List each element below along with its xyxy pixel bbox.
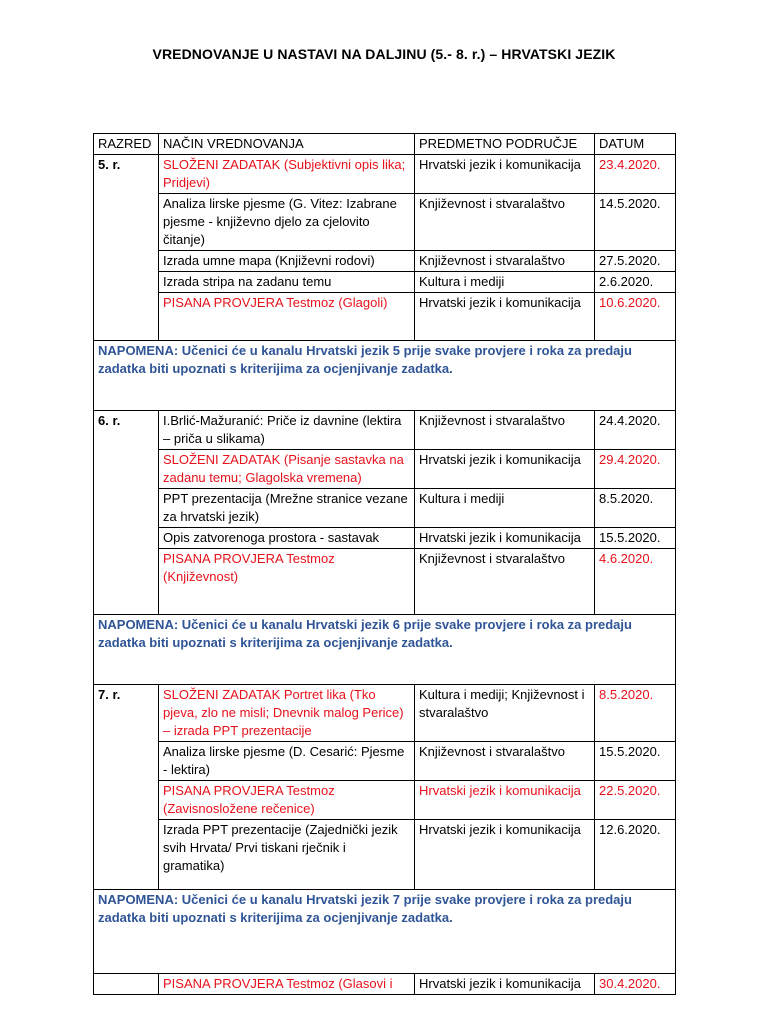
area-cell: Kultura i mediji — [415, 272, 595, 293]
note-cell — [94, 890, 676, 974]
date-cell: 15.5.2020. — [595, 528, 676, 549]
table-row — [94, 528, 676, 549]
table-row — [94, 820, 676, 890]
date-cell: 15.5.2020. — [595, 742, 676, 781]
note-row — [94, 890, 676, 974]
table-row — [94, 974, 676, 995]
method-cell: Opis zatvorenoga prostora - sastavak — [159, 528, 415, 549]
table-row — [94, 781, 676, 820]
method-cell: Analiza lirske pjesme (G. Vitez: Izabrane pjesme - književno djelo za cjelovito čitanje) — [159, 194, 415, 251]
area-cell: Kultura i mediji — [415, 489, 595, 528]
area-cell: Hrvatski jezik i komunikacija — [415, 528, 595, 549]
date-cell: 22.5.2020. — [595, 781, 676, 820]
note-cell — [94, 341, 676, 411]
method-cell: Analiza lirske pjesme (D. Cesarić: Pjesme - lektira) — [159, 742, 415, 781]
table-row — [94, 293, 676, 341]
method-cell: PISANA PROVJERA Testmoz (Zavisnosložene rečenice) — [159, 781, 415, 820]
table-row — [94, 549, 676, 615]
date-cell: 12.6.2020. — [595, 820, 676, 890]
method-cell: SLOŽENI ZADATAK (Pisanje sastavka na zadanu temu; Glagolska vremena) — [159, 450, 415, 489]
header-nacin: NAČIN VREDNOVANJA — [159, 134, 415, 155]
note-cell — [94, 615, 676, 685]
date-cell: 23.4.2020. — [595, 155, 676, 194]
method-cell: Izrada stripa na zadanu temu — [159, 272, 415, 293]
date-cell: 27.5.2020. — [595, 251, 676, 272]
area-cell: Kultura i mediji; Književnost i stvaralaštvo — [415, 685, 595, 742]
razred-cell: 7. r. — [94, 685, 159, 890]
table-row — [94, 742, 676, 781]
table-row — [94, 272, 676, 293]
area-cell: Hrvatski jezik i komunikacija — [415, 450, 595, 489]
method-cell: I.Brlić-Mažuranić: Priče iz davnine (lektira – priča u slikama) — [159, 411, 415, 450]
header-row — [94, 134, 676, 155]
table-row — [94, 489, 676, 528]
page-title: VREDNOVANJE U NASTAVI NA DALJINU (5.- 8. r.) – HRVATSKI JEZIK — [152, 46, 616, 62]
note-row — [94, 341, 676, 411]
header-podrucje: PREDMETNO PODRUČJE — [415, 134, 595, 155]
date-cell: 30.4.2020. — [595, 974, 676, 995]
table-row — [94, 251, 676, 272]
header-datum: DATUM — [595, 134, 676, 155]
method-cell: SLOŽENI ZADATAK Portret lika (Tko pjeva, zlo ne misli; Dnevnik malog Perice) – izrada PPT prezentacije — [159, 685, 415, 742]
area-cell: Književnost i stvaralaštvo — [415, 194, 595, 251]
area-cell: Hrvatski jezik i komunikacija — [415, 781, 595, 820]
date-cell: 8.5.2020. — [595, 489, 676, 528]
razred-cell: 6. r. — [94, 411, 159, 615]
method-cell: PPT prezentacija (Mrežne stranice vezane za hrvatski jezik) — [159, 489, 415, 528]
method-cell: Izrada PPT prezentacije (Zajednički jezik svih Hrvata/ Prvi tiskani rječnik i gramatika) — [159, 820, 415, 890]
date-cell: 4.6.2020. — [595, 549, 676, 615]
table-row — [94, 685, 676, 742]
area-cell: Književnost i stvaralaštvo — [415, 549, 595, 615]
table-row — [94, 450, 676, 489]
date-cell: 2.6.2020. — [595, 272, 676, 293]
method-cell: Izrada umne mapa (Književni rodovi) — [159, 251, 415, 272]
date-cell: 24.4.2020. — [595, 411, 676, 450]
area-cell: Hrvatski jezik i komunikacija — [415, 820, 595, 890]
razred-cell: 5. r. — [94, 155, 159, 341]
note-label: NAPOMENA: — [98, 343, 179, 358]
area-cell: Hrvatski jezik i komunikacija — [415, 293, 595, 341]
method-cell: PISANA PROVJERA Testmoz (Glagoli) — [159, 293, 415, 341]
note-text: Učenici će u kanalu Hrvatski jezik 7 prije svake provjere i roka za predaju zadatka biti upoznati s kriterijima za ocjenjivanje zadatka. — [98, 892, 632, 925]
area-cell: Hrvatski jezik i komunikacija — [415, 155, 595, 194]
area-cell: Hrvatski jezik i komunikacija — [415, 974, 595, 995]
area-cell: Književnost i stvaralaštvo — [415, 742, 595, 781]
area-cell: Književnost i stvaralaštvo — [415, 251, 595, 272]
method-cell: PISANA PROVJERA Testmoz (Književnost) — [159, 549, 415, 615]
razred-cell — [94, 974, 159, 995]
method-cell: SLOŽENI ZADATAK (Subjektivni opis lika; Pridjevi) — [159, 155, 415, 194]
method-cell: PISANA PROVJERA Testmoz (Glasovi i — [159, 974, 415, 995]
header-razred: RAZRED — [94, 134, 159, 155]
area-cell: Književnost i stvaralaštvo — [415, 411, 595, 450]
evaluation-table — [93, 133, 676, 995]
note-row — [94, 615, 676, 685]
date-cell: 10.6.2020. — [595, 293, 676, 341]
note-text: Učenici će u kanalu Hrvatski jezik 5 prije svake provjere i roka za predaju zadatka biti upoznati s kriterijima za ocjenjivanje zadatka. — [98, 343, 632, 376]
table-body — [94, 134, 676, 995]
date-cell: 14.5.2020. — [595, 194, 676, 251]
date-cell: 8.5.2020. — [595, 685, 676, 742]
note-label: NAPOMENA: — [98, 617, 179, 632]
table-row — [94, 155, 676, 194]
note-text: Učenici će u kanalu Hrvatski jezik 6 prije svake provjere i roka za predaju zadatka biti upoznati s kriterijima za ocjenjivanje zadatka. — [98, 617, 632, 650]
table-row — [94, 411, 676, 450]
date-cell: 29.4.2020. — [595, 450, 676, 489]
note-label: NAPOMENA: — [98, 892, 179, 907]
table-row — [94, 194, 676, 251]
